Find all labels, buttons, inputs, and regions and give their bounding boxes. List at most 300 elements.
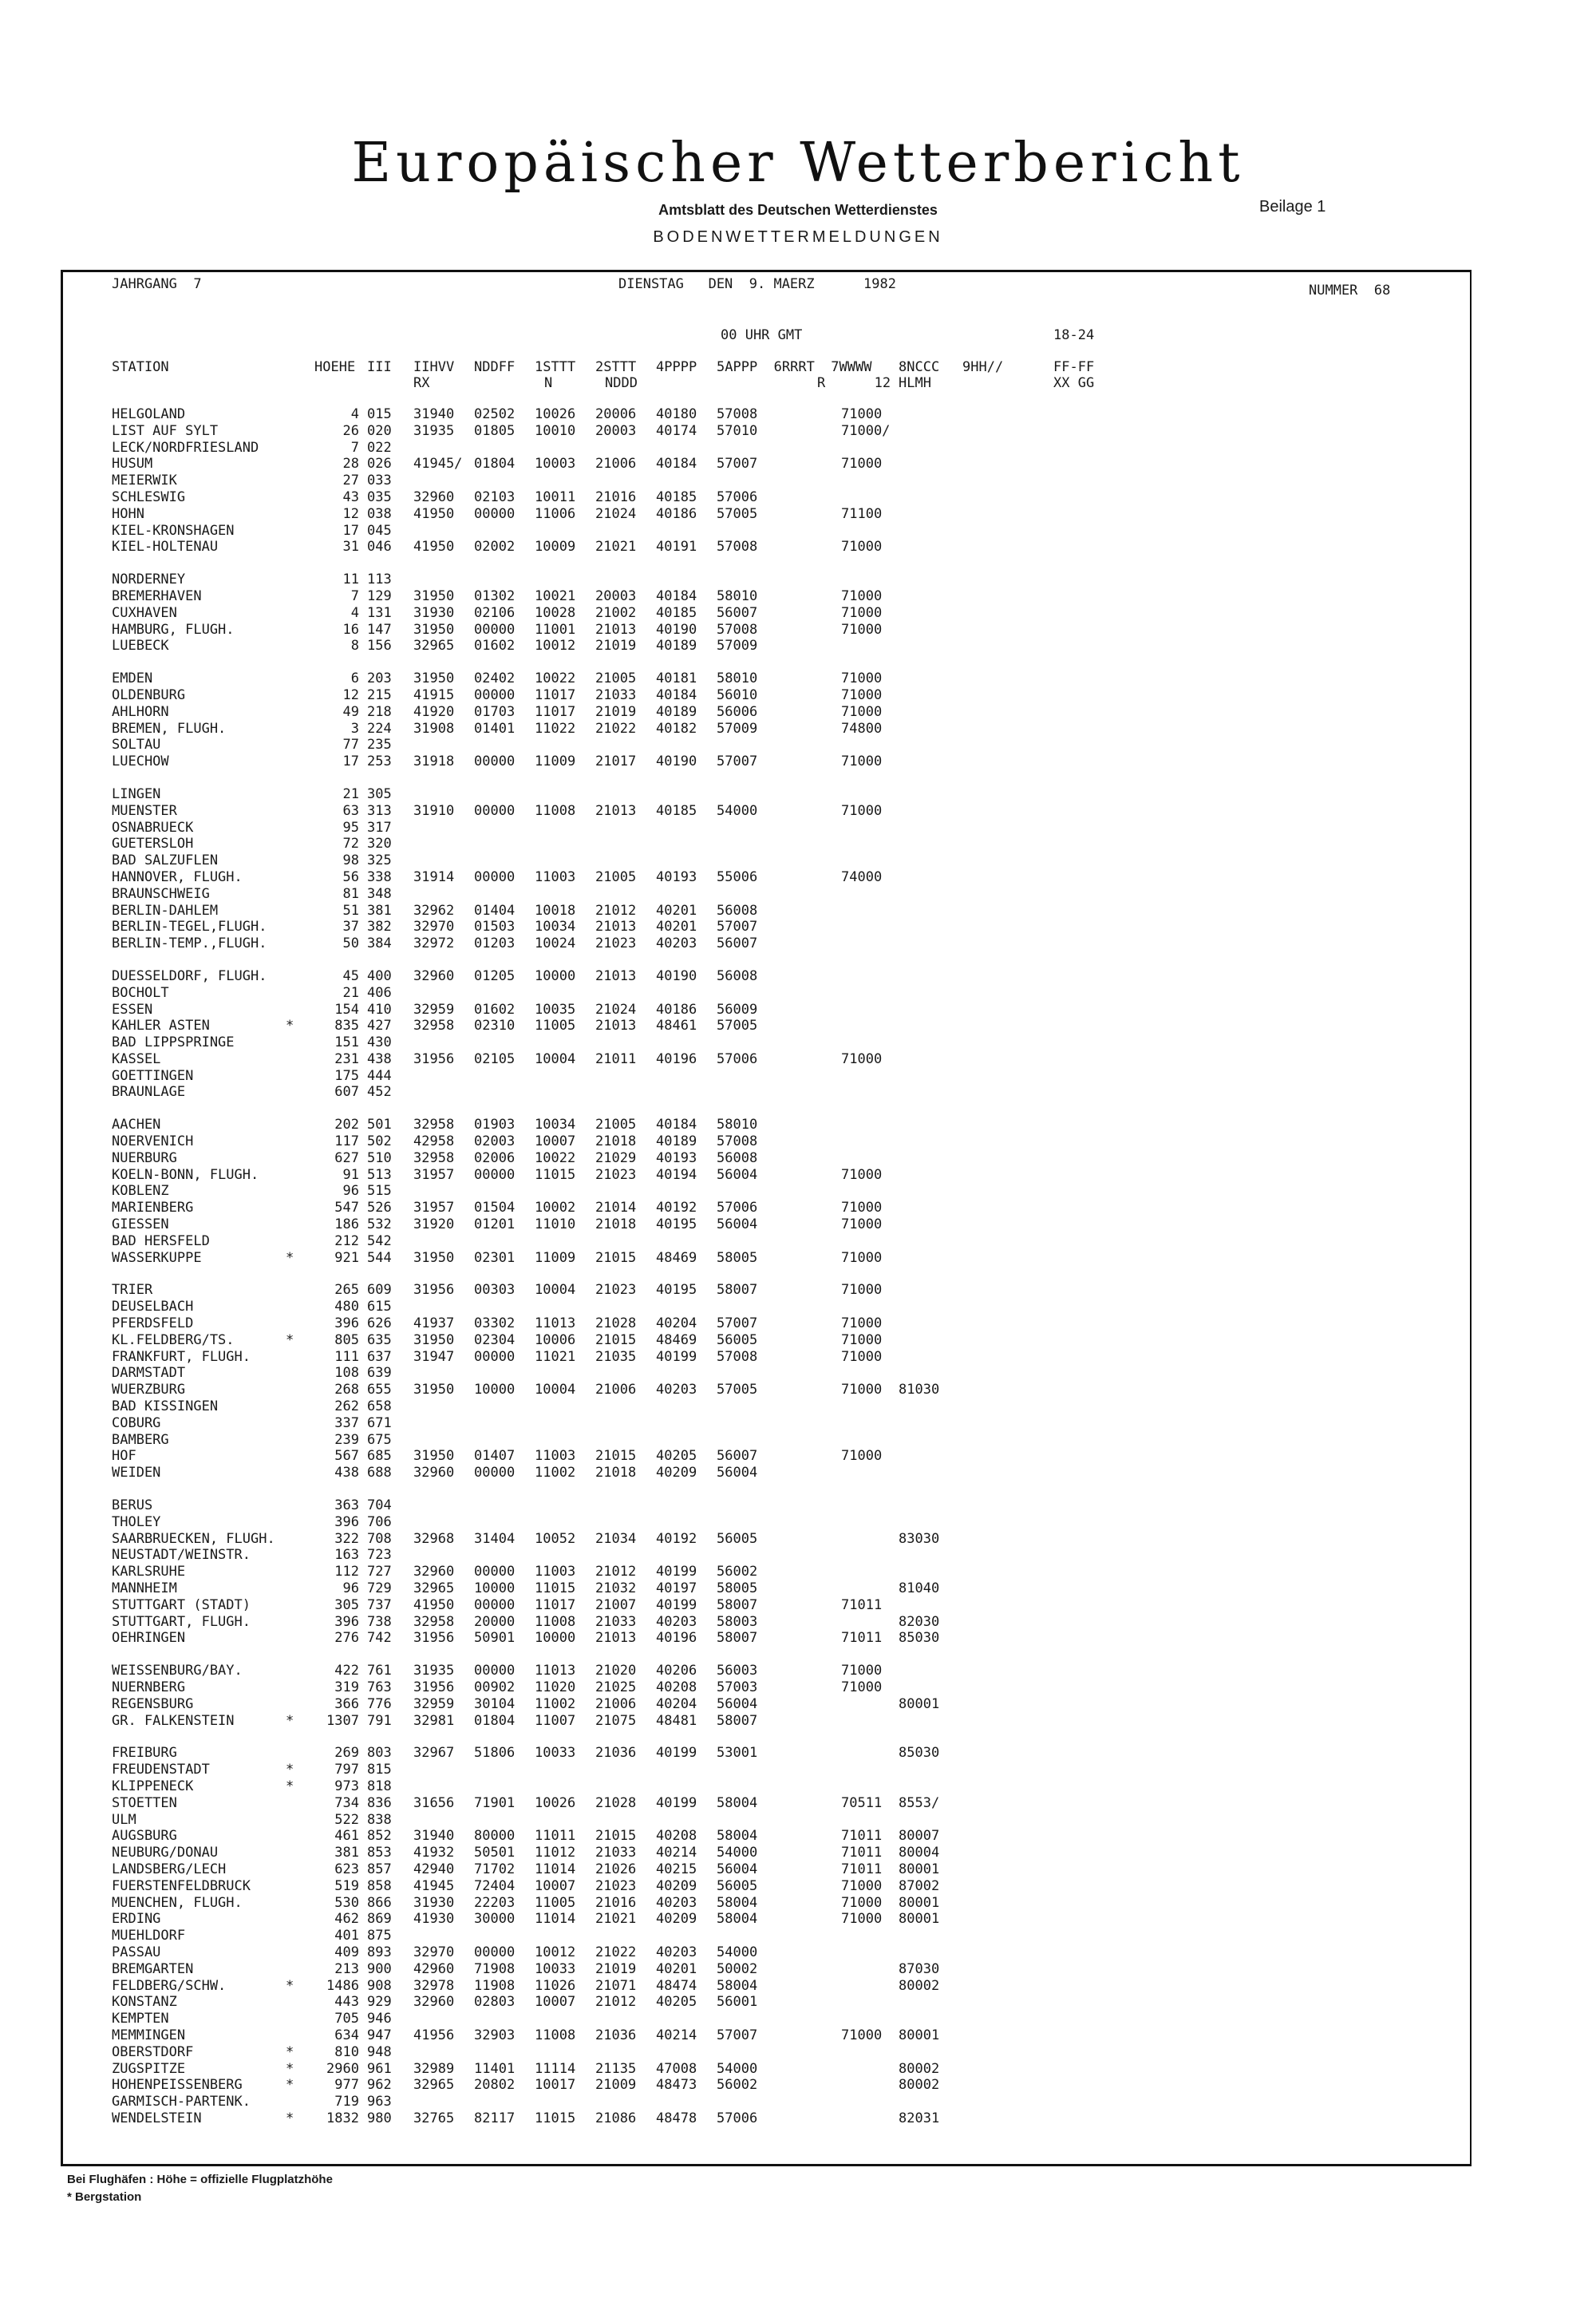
cell-hoe: 95 [342, 819, 359, 836]
station-name: KARLSRUHE [112, 1564, 186, 1580]
cell-c7: 48461 [656, 1018, 697, 1034]
cell-c3: 31957 [413, 1200, 455, 1216]
cell-c10: 83030 [899, 1530, 940, 1547]
cell-c5: 10033 [535, 1745, 576, 1762]
cell-c10: 80004 [899, 1845, 940, 1861]
station-name: HAMBURG, FLUGH. [112, 621, 235, 638]
cell-c3: 41920 [413, 703, 455, 720]
cell-c9: 71000 [841, 1331, 883, 1348]
cell-c5: 10004 [535, 1282, 576, 1299]
group-spacer [112, 1481, 1229, 1497]
jahrgang: JAHRGANG 7 [112, 276, 202, 292]
table-row [112, 1564, 1229, 1580]
cell-c4: 02304 [474, 1331, 516, 1348]
cell-c5: 11007 [535, 1712, 576, 1729]
cell-iii: 852 [367, 1828, 392, 1845]
cell-c5: 11003 [535, 1448, 576, 1465]
cell-iii: 444 [367, 1067, 392, 1084]
station-name: GARMISCH-PARTENK. [112, 2094, 251, 2110]
table-row [112, 1961, 1229, 1978]
col-c3b: RX [413, 375, 430, 391]
cell-c3: 32967 [413, 1745, 455, 1762]
cell-c6: 21012 [595, 902, 637, 919]
station-name: HOHENPEISSENBERG [112, 2077, 243, 2094]
cell-c6: 21019 [595, 1960, 637, 1977]
cell-c9: 71000 [841, 1877, 883, 1894]
cell-iii: 853 [367, 1845, 392, 1861]
cell-c6: 21021 [595, 539, 637, 556]
cell-c9: 71000 [841, 1448, 883, 1465]
group-spacer [112, 556, 1229, 572]
cell-hoe: 96 [342, 1183, 359, 1200]
cell-hoe: 634 [334, 2027, 359, 2043]
station-name: FELDBERG/SCHW. [112, 1977, 227, 1994]
cell-c10: 80001 [899, 2027, 940, 2043]
cell-c9: 71011 [841, 1630, 883, 1647]
cell-c5: 10034 [535, 919, 576, 935]
cell-c8: 58010 [717, 670, 758, 687]
station-name: WASSERKUPPE [112, 1249, 202, 1266]
cell-iii: 776 [367, 1695, 392, 1712]
cell-c5: 11011 [535, 1828, 576, 1845]
cell-iii: 791 [367, 1712, 392, 1729]
cell-c4: 02402 [474, 670, 516, 687]
cell-iii: 406 [367, 984, 392, 1001]
cell-c3: 41937 [413, 1315, 455, 1332]
station-name: LANDSBERG/LECH [112, 1861, 227, 1877]
table-row [112, 1002, 1229, 1019]
cell-c8: 57003 [717, 1679, 758, 1695]
cell-c8: 57005 [717, 1018, 758, 1034]
station-name: THOLEY [112, 1513, 161, 1530]
cell-c6: 21015 [595, 1331, 637, 1348]
cell-c8: 56001 [717, 1994, 758, 2011]
cell-c4: 01201 [474, 1216, 516, 1233]
table-row [112, 1233, 1229, 1250]
cell-hoe: 305 [334, 1596, 359, 1613]
cell-iii: 502 [367, 1133, 392, 1150]
cell-c6: 21013 [595, 1018, 637, 1034]
cell-c4: 00000 [474, 505, 516, 522]
cell-c5: 11014 [535, 1861, 576, 1877]
cell-c8: 57007 [717, 456, 758, 473]
cell-c3: 41950 [413, 1596, 455, 1613]
cell-hoe: 43 [342, 488, 359, 505]
table-row [112, 1448, 1229, 1465]
cell-c5: 10006 [535, 1331, 576, 1348]
cell-c3: 32970 [413, 919, 455, 935]
cell-c7: 40184 [656, 1117, 697, 1133]
cell-c8: 57006 [717, 488, 758, 505]
cell-hoe: 111 [334, 1348, 359, 1365]
cell-iii: 253 [367, 754, 392, 770]
col-c4: NDDFF [474, 359, 516, 375]
cell-hoe: 17 [342, 522, 359, 539]
station-name: KONSTANZ [112, 1994, 177, 2011]
cell-iii: 317 [367, 819, 392, 836]
cell-iii: 875 [367, 1928, 392, 1944]
cell-c6: 21005 [595, 1117, 637, 1133]
table-row [112, 1696, 1229, 1713]
station-name: FREUDENSTADT [112, 1762, 210, 1778]
mountain-marker: * [286, 1249, 294, 1266]
cell-hoe: 519 [334, 1877, 359, 1894]
cell-c6: 21006 [595, 456, 637, 473]
table-row [112, 1812, 1229, 1829]
cell-c10: 85030 [899, 1745, 940, 1762]
cell-c6: 21006 [595, 1695, 637, 1712]
station-name: FREIBURG [112, 1745, 177, 1762]
cell-c8: 57008 [717, 1348, 758, 1365]
cell-hoe: 239 [334, 1431, 359, 1448]
table-row [112, 1531, 1229, 1548]
mountain-marker: * [286, 2043, 294, 2060]
table-row [112, 985, 1229, 1002]
cell-c6: 21013 [595, 1630, 637, 1647]
cell-c7: 48481 [656, 1712, 697, 1729]
cell-hoe: 163 [334, 1547, 359, 1564]
cell-c10: 81040 [899, 1580, 940, 1596]
cell-c7: 40203 [656, 1894, 697, 1911]
cell-c4: 02803 [474, 1994, 516, 2011]
cell-c8: 58004 [717, 1828, 758, 1845]
cell-iii: 338 [367, 868, 392, 885]
cell-c3: 31950 [413, 1331, 455, 1348]
station-name: KLIPPENECK [112, 1778, 194, 1794]
cell-c3: 32981 [413, 1712, 455, 1729]
cell-c4: 11401 [474, 2060, 516, 2077]
cell-c5: 10026 [535, 406, 576, 422]
cell-c3: 32960 [413, 1564, 455, 1580]
cell-iii: 803 [367, 1745, 392, 1762]
station-name: FUERSTENFELDBRUCK [112, 1877, 251, 1894]
station-name: WUERZBURG [112, 1382, 186, 1398]
cell-c7: 40197 [656, 1580, 697, 1596]
station-name: PFERDSFELD [112, 1315, 194, 1332]
cell-c6: 20003 [595, 587, 637, 604]
cell-hoe: 480 [334, 1299, 359, 1315]
station-name: KASSEL [112, 1050, 161, 1067]
table-row [112, 903, 1229, 920]
cell-c6: 21033 [595, 1845, 637, 1861]
cell-hoe: 805 [334, 1331, 359, 1348]
cell-c9: 71011 [841, 1845, 883, 1861]
cell-c9: 71000 [841, 1894, 883, 1911]
cell-iii: 639 [367, 1365, 392, 1382]
cell-hoe: 422 [334, 1663, 359, 1679]
cell-c8: 50002 [717, 1960, 758, 1977]
cell-iii: 526 [367, 1200, 392, 1216]
cell-iii: 313 [367, 802, 392, 819]
cell-c6: 21023 [595, 1166, 637, 1183]
cell-iii: 224 [367, 720, 392, 737]
cell-c7: 40214 [656, 2027, 697, 2043]
cell-iii: 384 [367, 935, 392, 952]
cell-hoe: 269 [334, 1745, 359, 1762]
cell-c3: 32958 [413, 1117, 455, 1133]
cell-iii: 348 [367, 885, 392, 902]
station-name: KOELN-BONN, FLUGH. [112, 1166, 259, 1183]
cell-c6: 21011 [595, 1050, 637, 1067]
station-name: KIEL-HOLTENAU [112, 539, 219, 556]
table-row [112, 869, 1229, 886]
table-row [112, 2044, 1229, 2061]
cell-c9: 71000/ [841, 422, 891, 439]
cell-c5: 10018 [535, 902, 576, 919]
cell-c7: 40194 [656, 1166, 697, 1183]
cell-c8: 54000 [717, 1944, 758, 1960]
cell-c8: 58004 [717, 1977, 758, 1994]
cell-iii: 708 [367, 1530, 392, 1547]
cell-iii: 532 [367, 1216, 392, 1233]
cell-c4: 20000 [474, 1613, 516, 1630]
cell-c7: 40201 [656, 919, 697, 935]
cell-c7: 40209 [656, 1465, 697, 1481]
cell-c6: 21033 [595, 1613, 637, 1630]
cell-iii: 869 [367, 1911, 392, 1928]
cell-c10: 85030 [899, 1630, 940, 1647]
cell-c3: 32972 [413, 935, 455, 952]
table-row [112, 1365, 1229, 1382]
cell-c10: 80001 [899, 1861, 940, 1877]
cell-c4: 00000 [474, 621, 516, 638]
cell-iii: 742 [367, 1630, 392, 1647]
cell-c8: 55006 [717, 868, 758, 885]
station-name: DEUSELBACH [112, 1299, 194, 1315]
cell-c5: 11008 [535, 1613, 576, 1630]
station-name: ZUGSPITZE [112, 2060, 186, 2077]
station-name: SCHLESWIG [112, 488, 186, 505]
col-station: STATION [112, 359, 169, 375]
cell-c6: 21035 [595, 1348, 637, 1365]
cell-c3: 31947 [413, 1348, 455, 1365]
cell-c6: 21016 [595, 488, 637, 505]
cell-c6: 21022 [595, 1944, 637, 1960]
cell-c5: 11008 [535, 802, 576, 819]
cell-c8: 56008 [717, 902, 758, 919]
cell-iii: 542 [367, 1232, 392, 1249]
cell-iii: 737 [367, 1596, 392, 1613]
cell-c9: 71000 [841, 754, 883, 770]
station-name: STUTTGART, FLUGH. [112, 1613, 251, 1630]
cell-hoe: 734 [334, 1794, 359, 1811]
cell-hoe: 522 [334, 1811, 359, 1828]
cell-iii: 515 [367, 1183, 392, 1200]
cell-c5: 10007 [535, 1877, 576, 1894]
cell-c7: 40199 [656, 1348, 697, 1365]
cell-c5: 10004 [535, 1382, 576, 1398]
cell-c3: 41950 [413, 505, 455, 522]
cell-hoe: 96 [342, 1580, 359, 1596]
cell-c5: 11008 [535, 2027, 576, 2043]
cell-c9: 71000 [841, 670, 883, 687]
table-row [112, 1216, 1229, 1233]
table-row [112, 1315, 1229, 1332]
table-row [112, 968, 1229, 985]
cell-c8: 58003 [717, 1613, 758, 1630]
cell-hoe: 438 [334, 1465, 359, 1481]
cell-hoe: 186 [334, 1216, 359, 1233]
cell-c5: 11017 [535, 1596, 576, 1613]
cell-c8: 57007 [717, 919, 758, 935]
cell-c3: 31908 [413, 720, 455, 737]
cell-c4: 01401 [474, 720, 516, 737]
cell-hoe: 26 [342, 422, 359, 439]
table-row [112, 1614, 1229, 1631]
cell-c5: 10009 [535, 539, 576, 556]
table-row [112, 1713, 1229, 1730]
cell-c5: 11013 [535, 1663, 576, 1679]
cell-iii: 513 [367, 1166, 392, 1183]
cell-hoe: 363 [334, 1497, 359, 1514]
cell-iii: 980 [367, 2110, 392, 2126]
cell-c4: 71702 [474, 1861, 516, 1877]
station-name: BERLIN-TEGEL,FLUGH. [112, 919, 267, 935]
table-row [112, 423, 1229, 440]
table-row [112, 1547, 1229, 1564]
cell-c5: 11006 [535, 505, 576, 522]
cell-iii: 113 [367, 572, 392, 588]
cell-iii: 215 [367, 686, 392, 703]
cell-iii: 706 [367, 1513, 392, 1530]
cell-hoe: 72 [342, 836, 359, 852]
table-row [112, 638, 1229, 655]
table-row [112, 588, 1229, 605]
cell-c3: 31957 [413, 1166, 455, 1183]
cell-hoe: 212 [334, 1232, 359, 1249]
cell-iii: 452 [367, 1084, 392, 1101]
cell-c6: 21012 [595, 1994, 637, 2011]
cell-c9: 71000 [841, 406, 883, 422]
cell-c8: 56004 [717, 1166, 758, 1183]
cell-c5: 10004 [535, 1050, 576, 1067]
cell-c8: 58007 [717, 1712, 758, 1729]
group-spacer [112, 1101, 1229, 1117]
table-row [112, 622, 1229, 639]
table-row [112, 2011, 1229, 2027]
station-name: WEIDEN [112, 1465, 161, 1481]
cell-iii: 671 [367, 1414, 392, 1431]
cell-c3: 32958 [413, 1018, 455, 1034]
cell-iii: 838 [367, 1811, 392, 1828]
station-name: NUERBURG [112, 1149, 177, 1166]
cell-c5: 11010 [535, 1216, 576, 1233]
cell-c4: 00000 [474, 1596, 516, 1613]
cell-iii: 320 [367, 836, 392, 852]
cell-c8: 57009 [717, 638, 758, 655]
cell-hoe: 21 [342, 785, 359, 802]
cell-c4: 00000 [474, 1166, 516, 1183]
cell-c7: 40199 [656, 1745, 697, 1762]
cell-c5: 10052 [535, 1530, 576, 1547]
cell-c4: 00000 [474, 1663, 516, 1679]
cell-c7: 40196 [656, 1630, 697, 1647]
station-name: WENDELSTEIN [112, 2110, 202, 2126]
cell-c7: 40214 [656, 1845, 697, 1861]
table-row [112, 1895, 1229, 1912]
cell-c9: 71000 [841, 1050, 883, 1067]
cell-hoe: 835 [334, 1018, 359, 1034]
cell-c4: 10000 [474, 1580, 516, 1596]
cell-hoe: 2960 [326, 2060, 359, 2077]
cell-c5: 10022 [535, 670, 576, 687]
cell-c5: 11001 [535, 621, 576, 638]
station-name: KAHLER ASTEN [112, 1018, 210, 1034]
cell-c5: 10035 [535, 1001, 576, 1018]
cell-hoe: 154 [334, 1001, 359, 1018]
cell-c8: 56007 [717, 604, 758, 621]
station-name: LIST AUF SYLT [112, 422, 219, 439]
station-name: LUEBECK [112, 638, 169, 655]
cell-c7: 40195 [656, 1282, 697, 1299]
cell-c6: 21016 [595, 1894, 637, 1911]
cell-c5: 11009 [535, 754, 576, 770]
cell-c7: 48469 [656, 1331, 697, 1348]
cell-c7: 40206 [656, 1663, 697, 1679]
cell-c8: 58010 [717, 587, 758, 604]
col-c3a: IIHVV [413, 359, 455, 375]
station-name: ESSEN [112, 1001, 153, 1018]
station-name: NOERVENICH [112, 1133, 194, 1150]
cell-c5: 11013 [535, 1315, 576, 1332]
cell-c7: 48474 [656, 1977, 697, 1994]
cell-c5: 10007 [535, 1994, 576, 2011]
col-c11b: XX GG [1053, 375, 1095, 391]
cell-c4: 01602 [474, 1001, 516, 1018]
table-row [112, 803, 1229, 820]
cell-hoe: 797 [334, 1762, 359, 1778]
cell-c8: 57008 [717, 406, 758, 422]
cell-c9: 71000 [841, 2027, 883, 2043]
mountain-marker: * [286, 1712, 294, 1729]
cell-c6: 21005 [595, 670, 637, 687]
cell-c4: 01602 [474, 638, 516, 655]
cell-hoe: 4 [350, 604, 359, 621]
station-name: MANNHEIM [112, 1580, 177, 1596]
cell-c7: 40201 [656, 1960, 697, 1977]
station-name: BAMBERG [112, 1431, 169, 1448]
col-c7: 4PPPP [656, 359, 697, 375]
cell-c4: 01203 [474, 935, 516, 952]
cell-c3: 41945 [413, 1877, 455, 1894]
cell-hoe: 27 [342, 473, 359, 489]
cell-c6: 21013 [595, 802, 637, 819]
cell-c5: 11022 [535, 720, 576, 737]
mountain-marker: * [286, 1778, 294, 1794]
cell-c6: 21023 [595, 935, 637, 952]
cell-c4: 02301 [474, 1249, 516, 1266]
cell-hoe: 461 [334, 1828, 359, 1845]
cell-c10: 87002 [899, 1877, 940, 1894]
cell-hoe: 8 [350, 638, 359, 655]
cell-c9: 71000 [841, 1663, 883, 1679]
cell-c9: 71000 [841, 1216, 883, 1233]
cell-c3: 31950 [413, 1448, 455, 1465]
cell-c7: 40190 [656, 754, 697, 770]
table-row [112, 670, 1229, 687]
cell-c4: 01804 [474, 1712, 516, 1729]
station-name: BOCHOLT [112, 984, 169, 1001]
table-row [112, 919, 1229, 935]
table-row [112, 1795, 1229, 1812]
cell-c8: 57006 [717, 1200, 758, 1216]
station-name: EMDEN [112, 670, 153, 687]
cell-c8: 56004 [717, 1216, 758, 1233]
cell-c10: 82030 [899, 1613, 940, 1630]
cell-hoe: 108 [334, 1365, 359, 1382]
cell-iii: 615 [367, 1299, 392, 1315]
cell-c7: 40195 [656, 1216, 697, 1233]
